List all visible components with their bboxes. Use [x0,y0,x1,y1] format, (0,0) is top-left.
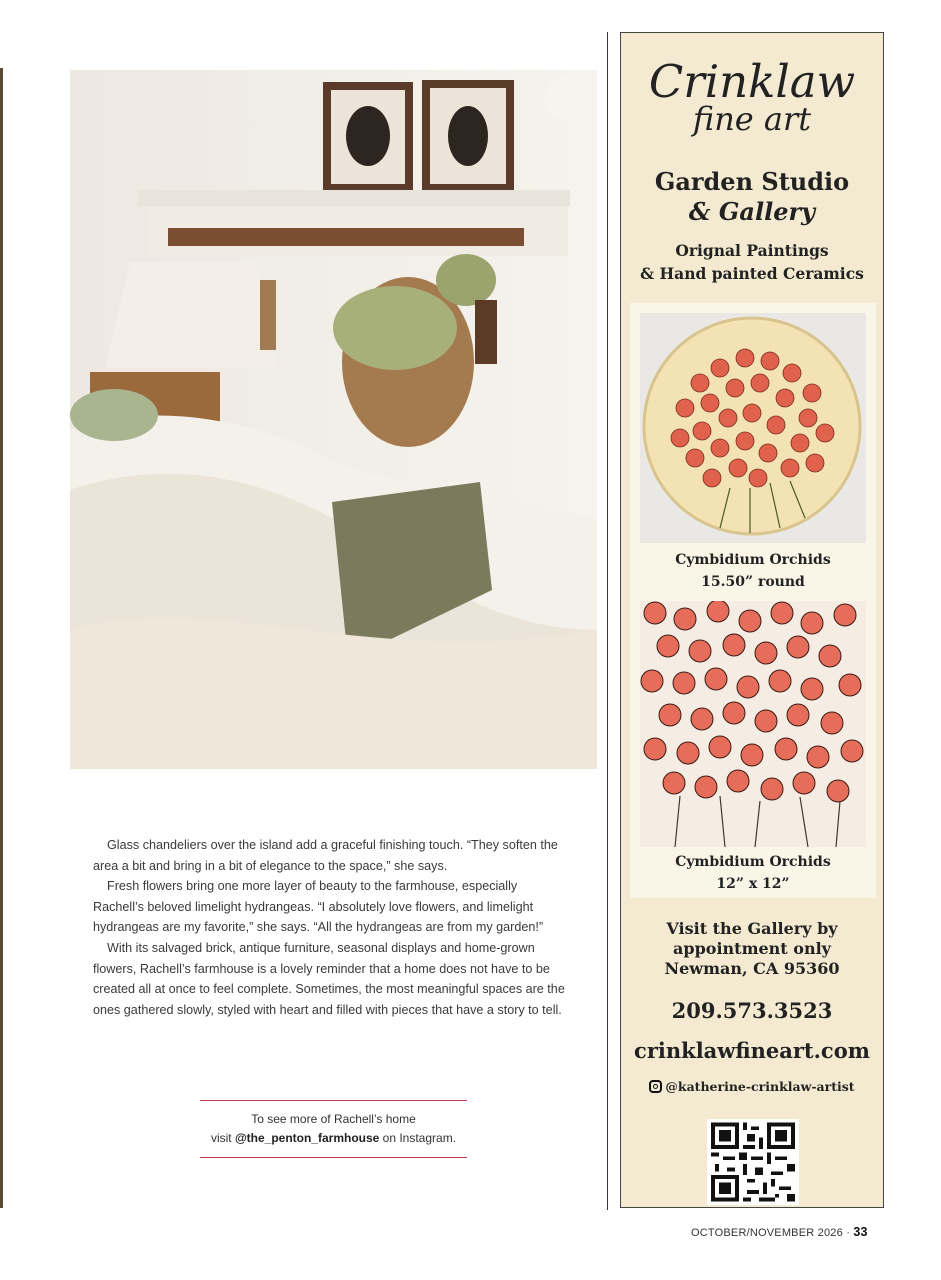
page-number: 33 [853,1225,868,1239]
services-line-1: Orignal Paintings [675,241,829,260]
issue-date: OCTOBER/NOVEMBER 2026 [691,1227,843,1239]
article-paragraph: Fresh flowers bring one more layer of beauty to the farmhouse, especially Rachell’s beloved limelight hydrangeas. “I absolutely love flowers, and limelight hydrangeas are my favorite,” she says. “All the hydrangeas are from my garden!” [93,879,544,935]
brand-name: Crinklaw [648,55,856,108]
article-body [93,835,571,1020]
callout-prefix: visit [210,1131,235,1145]
article-paragraph: Glass chandeliers over the island add a graceful finishing touch. “They soften the area a bit and bring in a bit of elegance to the space,” she says. [93,838,558,873]
artwork-1-size: 15.50” round [701,574,805,590]
folio-separator: · [842,1227,854,1239]
callout-suffix: on Instagram. [379,1131,457,1145]
artwork-2-title: Cymbidium Orchids [675,854,831,870]
column-divider [607,32,608,1210]
page-folio [691,1224,868,1241]
brand-tagline: fine art [692,100,812,138]
page-edge-border [0,68,3,1208]
square-tile-artwork [640,601,866,847]
instagram-account[interactable]: @katherine-crinklaw-artist [665,1079,855,1094]
artwork-2-size: 12” x 12” [716,876,790,892]
qr-code[interactable] [707,1119,799,1205]
callout-line-2 [200,1129,467,1148]
artwork-1-title: Cymbidium Orchids [675,552,831,568]
visit-info: Visit the Gallery by appointment only Newman, CA 95360 [664,919,840,978]
bedroom-photo [70,70,597,769]
services-line-2: & Hand painted Ceramics [640,264,864,283]
instagram-callout [200,1100,467,1158]
callout-line-1: To see more of Rachell’s home [251,1112,416,1126]
artwork-panel [630,303,876,898]
round-plate-artwork [640,313,866,543]
instagram-icon [649,1080,662,1093]
studio-title: Garden Studio [654,167,850,196]
instagram-line [621,1077,883,1097]
instagram-handle[interactable]: @the_penton_farmhouse [234,1131,380,1145]
phone-number[interactable]: 209.573.3523 [671,998,833,1023]
crinklaw-advertisement [620,32,884,1208]
studio-subtitle: & Gallery [688,197,816,226]
article-paragraph: With its salvaged brick, antique furniture, seasonal displays and home-grown flowers, Rachell’s farmhouse is a lovely reminder that a home does not have to be created all at once to feel complete. Sometimes, the most meaningful spaces are the ones gathered slowly, styled with heart and filled with pieces that have a story to tell. [93,940,565,1017]
website-link[interactable]: crinklawfineart.com [634,1038,870,1063]
